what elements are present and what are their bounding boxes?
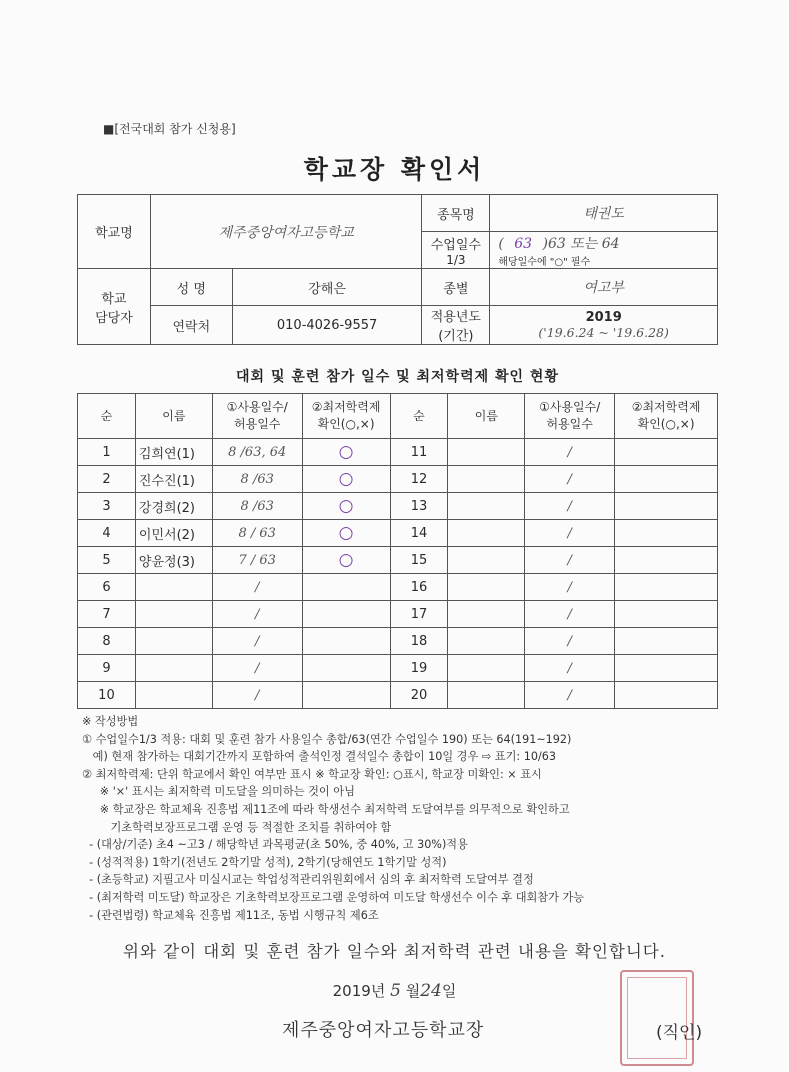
row-days: / [525, 547, 615, 574]
row-days: 8 / 63 [212, 520, 302, 547]
table-row [78, 628, 718, 655]
row-no: 7 [78, 601, 136, 628]
header-days: ①사용일수/ 허용일수 [212, 394, 302, 439]
year-label [422, 306, 490, 345]
row-days: / [525, 682, 615, 709]
row-check: ○ [302, 493, 390, 520]
name-value: 강해은 [232, 269, 422, 306]
event-label: 종목명 [422, 195, 490, 232]
row-check [302, 628, 390, 655]
row-check [302, 574, 390, 601]
header-days: ①사용일수/ 허용일수 [525, 394, 615, 439]
document-title: 학교장 확인서 [303, 155, 486, 184]
row-no: 18 [390, 628, 448, 655]
row-name: 진수진(1) [135, 466, 212, 493]
table-row [78, 574, 718, 601]
row-no: 9 [78, 655, 136, 682]
row-name: 김희연(1) [135, 439, 212, 466]
row-name: 양윤정(3) [135, 547, 212, 574]
note-line: 예) 현재 참가하는 대회기간까지 포함하여 출석인정 결석일수 총합이 10일 경우 ⇨ 표기: 10/63 [82, 750, 556, 764]
header-check: ②최저학력제 확인(○,×) [615, 394, 718, 439]
row-name [135, 628, 212, 655]
header-check: ②최저학력제 확인(○,×) [302, 394, 390, 439]
row-check: ○ [302, 466, 390, 493]
header-no: 순 [390, 394, 448, 439]
row-check [615, 439, 718, 466]
row-no: 4 [78, 520, 136, 547]
manager-label [78, 269, 151, 345]
row-check [615, 601, 718, 628]
year-label-2: (기간) [438, 329, 474, 344]
row-no: 6 [78, 574, 136, 601]
row-days: / [525, 439, 615, 466]
school-value: 제주중앙여자고등학교 [150, 195, 422, 269]
note-line: - (최저학력 미도달) 학교장은 기초학력보장프로그램 운영하여 미도달 학생선수 이수 후 대회참가 가능 [82, 890, 585, 904]
school-head-name: 제주중앙여자고등학교장 [282, 1020, 485, 1041]
row-name [448, 466, 525, 493]
table-row [78, 655, 718, 682]
info-table [77, 194, 718, 345]
row-days: 8 /63, 64 [212, 439, 302, 466]
participation-table [77, 393, 718, 709]
table-row [78, 493, 718, 520]
row-no: 17 [390, 601, 448, 628]
row-no: 8 [78, 628, 136, 655]
row-name: 강경희(2) [135, 493, 212, 520]
row-check: ○ [302, 547, 390, 574]
row-check [615, 682, 718, 709]
year-value: 2019 [585, 310, 622, 325]
school-days-label-2: 1/3 [446, 252, 466, 267]
row-days: 8 /63 [212, 493, 302, 520]
days-suffix: )63 또는 64 [542, 235, 620, 252]
row-check: ○ [302, 439, 390, 466]
row-days: / [525, 520, 615, 547]
note-line: ※ 작성방법 [82, 715, 139, 728]
row-days: / [212, 628, 302, 655]
row-check [615, 466, 718, 493]
row-no: 1 [78, 439, 136, 466]
school-days-value [490, 232, 718, 269]
row-check [615, 493, 718, 520]
note-line: ① 수업일수1/3 적용: 대회 및 훈련 참가 사용일수 총합/63(연간 수업일수 190) 또는 64(191~192) [82, 732, 572, 746]
date-month-label: 월 [405, 982, 421, 1000]
days-prefix: ( [498, 235, 504, 252]
row-days: / [525, 574, 615, 601]
row-name [448, 520, 525, 547]
row-days: / [212, 655, 302, 682]
row-no: 19 [390, 655, 448, 682]
note-line: ※ '×' 표시는 최저학력 미도달을 의미하는 것이 아님 [82, 785, 355, 799]
row-check [615, 655, 718, 682]
days-hand: 63 [514, 235, 533, 252]
days-note: 해당일수에 "○" 필수 [498, 256, 591, 268]
year-value-cell [490, 306, 718, 345]
year-label-1: 적용년도 [430, 310, 481, 325]
row-name [448, 547, 525, 574]
header-name: 이름 [135, 394, 212, 439]
contact-label: 연락처 [150, 306, 232, 345]
row-no: 15 [390, 547, 448, 574]
event-value: 태권도 [490, 195, 718, 232]
row-check: ○ [302, 520, 390, 547]
note-line: - (관련법령) 학교체육 진흥법 제11조, 동법 시행규칙 제6조 [82, 908, 379, 922]
row-check [302, 601, 390, 628]
school-days-label-1: 수업일수 [430, 237, 481, 253]
row-days: / [212, 682, 302, 709]
date-day-hand: 24 [420, 981, 442, 1001]
row-name [448, 601, 525, 628]
note-line: 기초학력보장프로그램 운영 등 적절한 조치를 취하여야 함 [82, 820, 392, 834]
row-days: / [525, 466, 615, 493]
row-no: 10 [78, 682, 136, 709]
header-name: 이름 [448, 394, 525, 439]
row-check [302, 682, 390, 709]
row-days: / [525, 628, 615, 655]
note-line: - (초등학교) 지필고사 미실시교는 학업성적관리위원회에서 심의 후 최저학력 도달여부 결정 [82, 873, 534, 887]
row-no: 12 [390, 466, 448, 493]
row-no: 20 [390, 682, 448, 709]
contact-value: 010-4026-9557 [232, 306, 422, 345]
row-check [302, 655, 390, 682]
row-no: 14 [390, 520, 448, 547]
row-check [615, 520, 718, 547]
confirmation-statement: 위와 같이 대회 및 훈련 참가 일수와 최저학력 관련 내용을 확인합니다. [123, 942, 666, 961]
seal-label: (직인) [656, 1023, 703, 1043]
category-value: 여고부 [490, 269, 718, 306]
row-name [448, 628, 525, 655]
row-days: / [212, 601, 302, 628]
row-name [448, 655, 525, 682]
note-line: ② 최저학력제: 단위 학교에서 확인 여부만 표시 ※ 학교장 확인: ○표시, 학교장 미확인: × 표시 [82, 767, 542, 781]
table-row [78, 520, 718, 547]
row-name [448, 493, 525, 520]
note-line: ※ 학교장은 학교체육 진흥법 제11조에 따라 학생선수 최저학력 도달여부를 의무적으로 확인하고 [82, 802, 570, 816]
row-name [448, 439, 525, 466]
row-days: / [525, 601, 615, 628]
table-row [78, 682, 718, 709]
row-name [135, 601, 212, 628]
writing-instructions [82, 713, 732, 924]
date-day-label: 일 [441, 982, 457, 1000]
row-days: / [525, 655, 615, 682]
row-days: 8 /63 [212, 466, 302, 493]
section-title: 대회 및 훈련 참가 일수 및 최저학력제 확인 현황 [236, 369, 559, 385]
row-name [135, 682, 212, 709]
row-no: 11 [390, 439, 448, 466]
row-days: / [212, 574, 302, 601]
manager-label-2: 담당자 [95, 310, 133, 326]
row-no: 16 [390, 574, 448, 601]
period-value: ('19.6.24 ~ '19.6.28) [538, 325, 669, 340]
table-row [78, 439, 718, 466]
date-month-hand: 5 [390, 981, 401, 1001]
row-name [135, 655, 212, 682]
note-line: - (성적적용) 1학기(전년도 2학기말 성적), 2학기(당해연도 1학기말 성적) [82, 855, 447, 869]
table-row [78, 601, 718, 628]
manager-label-1: 학교 [101, 291, 127, 307]
row-name [135, 574, 212, 601]
row-name: 이민서(2) [135, 520, 212, 547]
form-type-tag: ■[전국대회 참가 신청용] [103, 122, 236, 136]
row-check [615, 628, 718, 655]
name-label: 성 명 [150, 269, 232, 306]
school-days-label [422, 232, 490, 269]
row-days: / [525, 493, 615, 520]
row-check [615, 574, 718, 601]
row-no: 3 [78, 493, 136, 520]
school-label: 학교명 [78, 195, 151, 269]
table-row [78, 547, 718, 574]
row-check [615, 547, 718, 574]
row-name [448, 574, 525, 601]
date-year: 2019년 [332, 982, 386, 1000]
row-no: 5 [78, 547, 136, 574]
note-line: - (대상/기준) 초4 ~고3 / 해당학년 과목평균(초 50%, 중 40%, 고 30%)적용 [82, 838, 468, 852]
header-no: 순 [78, 394, 136, 439]
table-row [78, 466, 718, 493]
row-no: 13 [390, 493, 448, 520]
row-name [448, 682, 525, 709]
row-days: 7 / 63 [212, 547, 302, 574]
row-no: 2 [78, 466, 136, 493]
category-label: 종별 [422, 269, 490, 306]
